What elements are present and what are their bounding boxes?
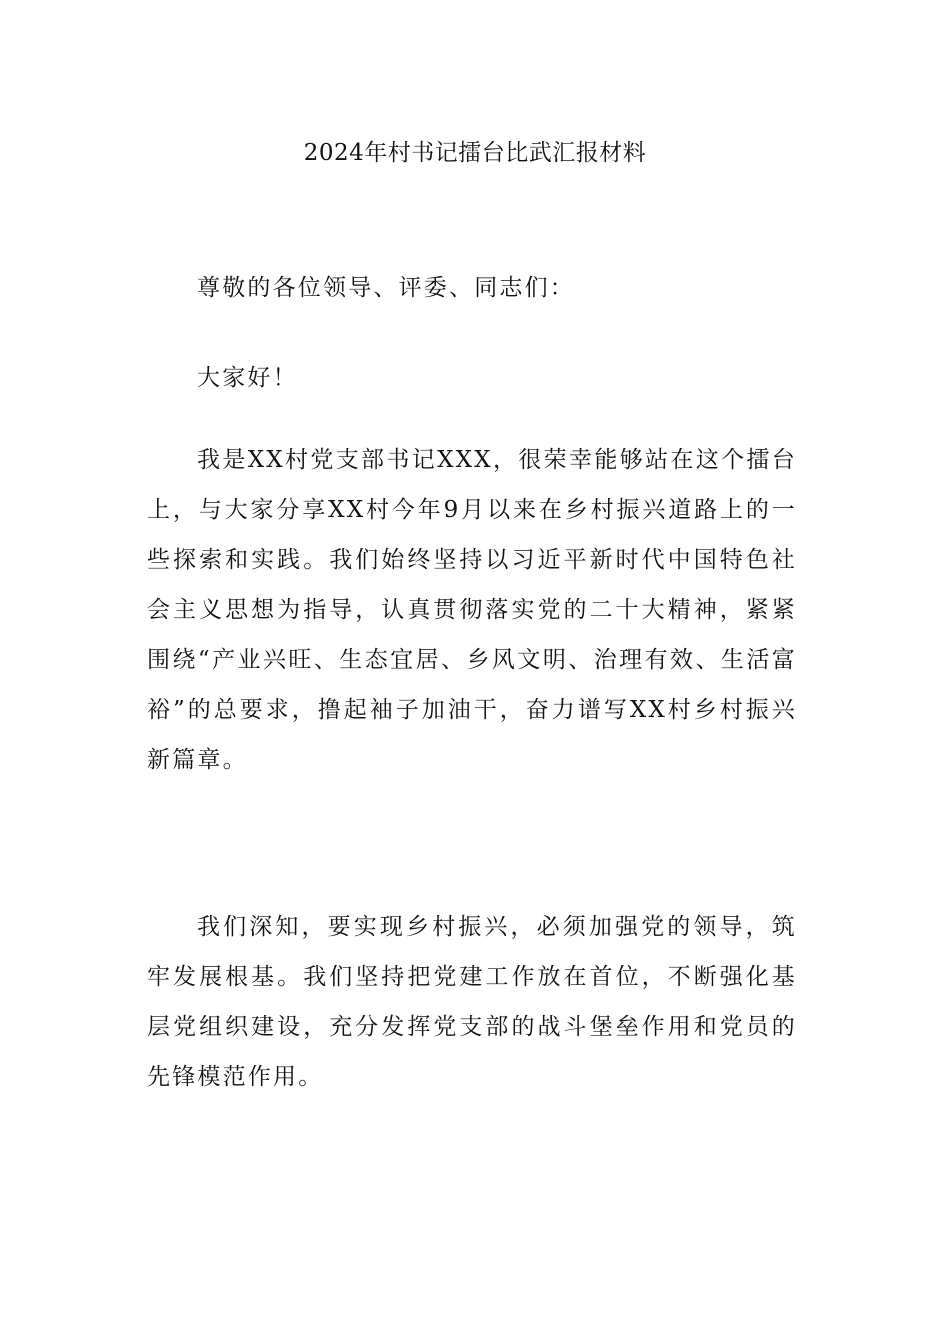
intro-paragraph: 我是XX村党支部书记XXX，很荣幸能够站在这个擂台上，与大家分享XX村今年9月以来在乡村振兴道路上的一些探索和实践。我们始终坚持以习近平新时代中国特色社会主义思想为指导，认真贯彻落实党的二十大精神，紧紧围绕“产业兴旺、生态宜居、乡风文明、治理有效、生活富裕”的总要求，撸起袖子加油干，奋力谱写XX村乡村振兴新篇章。: [147, 447, 797, 773]
greeting-paragraph: 大家好！: [197, 365, 298, 391]
party-building-paragraph: 我们深知，要实现乡村振兴，必须加强党的领导，筑牢发展根基。我们坚持把党建工作放在首位，不断强化基层党组织建设，充分发挥党支部的战斗堡垒作用和党员的先锋模范作用。: [147, 914, 797, 1090]
document-title: 2024年村书记擂台比武汇报材料: [303, 140, 647, 166]
salutation-paragraph: 尊敬的各位领导、评委、同志们：: [197, 275, 575, 301]
